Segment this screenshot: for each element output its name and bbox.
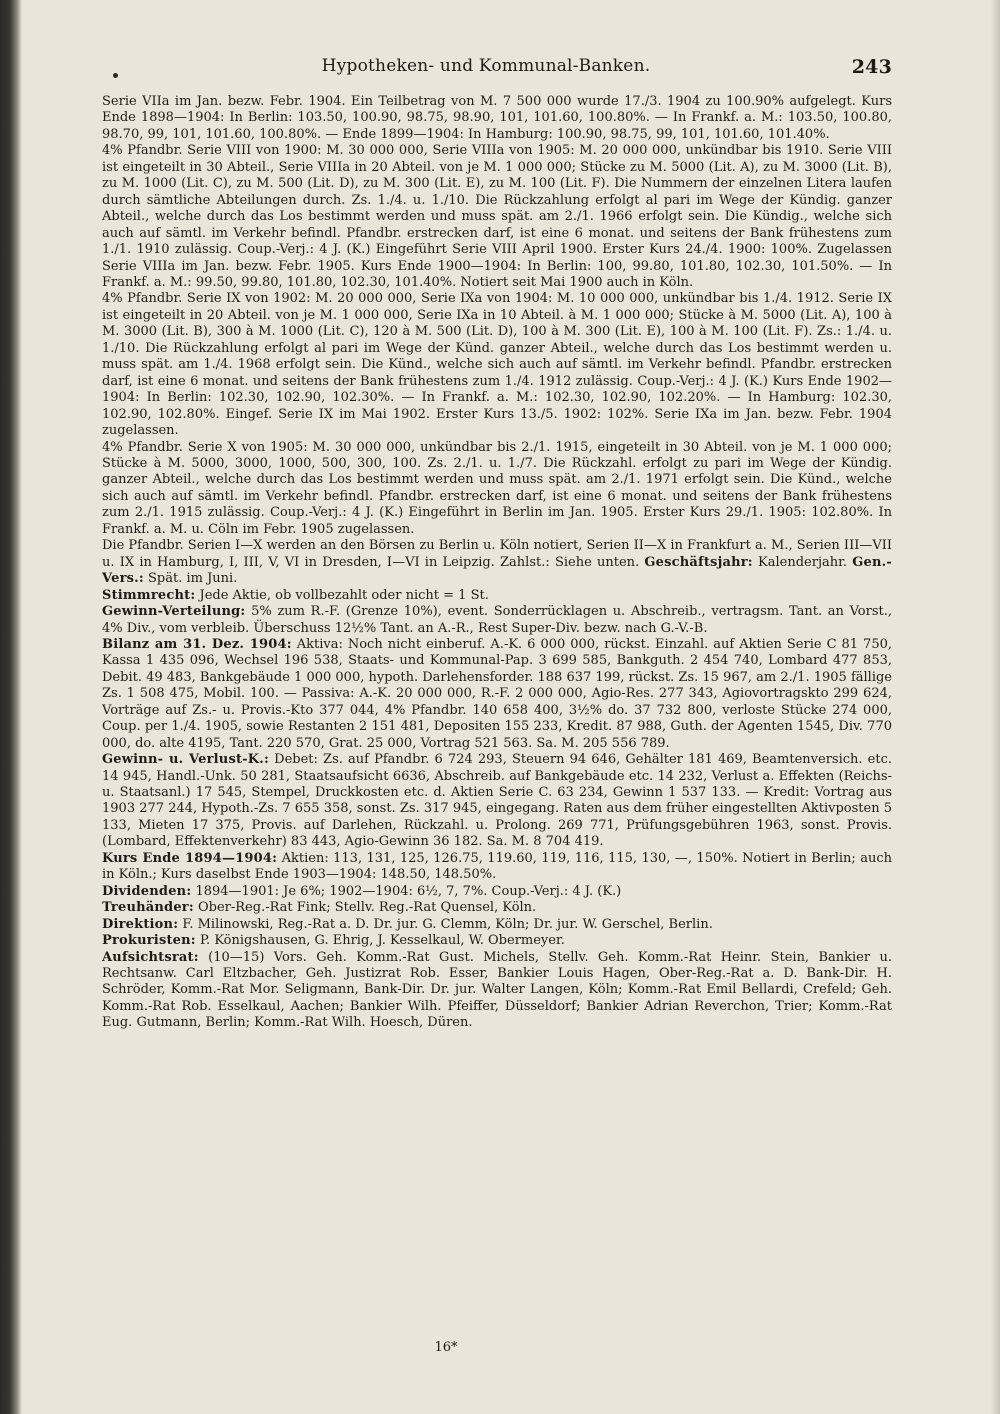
document-page bbox=[80, 56, 892, 1032]
paragraph-text: Kalenderjahr. bbox=[758, 554, 848, 570]
paragraph-serie-ix bbox=[80, 291, 892, 439]
section-lead: Gewinn- u. Verlust-K.: bbox=[102, 752, 270, 768]
paragraph-bilanz bbox=[80, 637, 892, 752]
paragraph-kurs bbox=[80, 851, 892, 884]
running-header bbox=[80, 56, 892, 86]
paragraph-prokuristen bbox=[80, 933, 892, 949]
paragraph-gewinn-verteilung bbox=[80, 604, 892, 637]
page-binding-edge bbox=[0, 0, 22, 1414]
paragraph-text: P. Königshausen, G. Ehrig, J. Kesselkaul, W. Obermeyer. bbox=[199, 933, 565, 949]
paragraph-text: Debet: Zs. auf Pfandbr. 6 724 293, Steuern 94 646, Gehälter 181 469, Beamtenversich. etc. 14 945, Handl.-Unk. 50 281, Staatsaufsicht 6636, Abschreib. auf Bankgebäude etc. 14 232, Verlust a. Effekten (Reichs- u. Staatsanl.) 17 545, Stempel, Druckkosten etc. d. Aktien Serie C. 63 234, Gewinn 1 537 133. — Kredit: Vortrag aus 1903 277 244, Hypoth.-Zs. 7 655 358, sonst. Zs. 317 945, eingegang. Raten aus dem früher eingestellten Aktivposten 5 133, Mieten 17 375, Provis. auf Darlehen, Rückzahl. u. Prolong. 269 771, Prüfungsgebühren 1963, sonst. Provis. (Lombard, Effektenverkehr) 83 443, Agio-Gewinn 36 182. Sa. M. 8 704 419. bbox=[102, 752, 893, 850]
paragraph-aufsichtsrat bbox=[80, 950, 892, 1032]
paragraph-direktion bbox=[80, 917, 892, 933]
paragraph-text: Serie VIIa im Jan. bezw. Febr. 1904. Ein Teilbetrag von M. 7 500 000 wurde 17./3. 1904 zu 100.90% aufgelegt. Kurs Ende 1898—1904: In Berlin: 103.50, 100.90, 98.75, 98.90, 101, 101.60, 100.80%. — In Frankf. a. M.: 103.50, 100.80, 98.70, 99, 101, 101.60, 100.80%. — Ende 1899—1904: In Hamburg: 100.90, 98.75, 99, 101, 101.60, 101.40%. bbox=[102, 94, 892, 142]
signature-text: 16* bbox=[434, 1340, 458, 1355]
section-lead: Gewinn-Verteilung: bbox=[102, 604, 246, 620]
body-text bbox=[80, 94, 892, 1032]
section-lead: Kurs Ende 1894—1904: bbox=[102, 850, 278, 866]
paragraph-serie-x bbox=[80, 440, 892, 539]
section-lead-geschaeftsjahr: Geschäftsjahr: bbox=[644, 554, 753, 570]
signature-mark bbox=[0, 1340, 812, 1355]
paragraph-text: Aktiva: Noch nicht einberuf. A.-K. 6 000 000, rückst. Einzahl. auf Aktien Serie C 81 750, Kassa 1 435 096, Wechsel 196 538, Staats- und Kommunal-Pap. 3 699 585, Bankguth. 2 454 740, Lombard 477 853, Debit. 49 483, Bankgebäude 1 000 000, hypoth. Darlehensforder. 188 637 199, rückst. Zs. 15 967, am 2./1. 1905 fällige Zs. 1 508 475, Mobil. 100. — Passiva: A.-K. 20 000 000, R.-F. 2 000 000, Agio-Res. 277 343, Agiovortragskto 299 624, Vorträge auf Zs.- u. Provis.-Kto 377 044, 4% Pfandbr. 140 658 400, 3½% do. 37 732 800, verloste Stücke 274 000, Coup. per 1./4. 1905, sowie Restanten 2 151 481, Depositen 155 233, Kredit. 87 988, Guth. der Agenten 1545, Div. 770 000, do. alte 4195, Tant. 220 570, Grat. 25 000, Vortrag 521 563. Sa. M. 205 556 789. bbox=[102, 636, 892, 751]
section-lead: Direktion: bbox=[102, 916, 179, 932]
paragraph-text: 1894—1901: Je 6%; 1902—1904: 6½, 7, 7%. Coup.-Verj.: 4 J. (K.) bbox=[195, 883, 622, 899]
section-lead-gen-vers: Gen.-Vers.: bbox=[102, 554, 892, 587]
paragraph-text: 5% zum R.-F. (Grenze 10%), event. Sonderrücklagen u. Abschreib., vertragsm. Tant. an Vorst., 4% Div., vom verbleib. Überschuss 12½% Tant. an A.-R., Rest Super-Div. bezw. nach G.-V.-B. bbox=[102, 604, 892, 636]
section-lead: Prokuristen: bbox=[102, 933, 196, 949]
paragraph-serie-viia bbox=[80, 94, 892, 143]
paragraph-treuhaender bbox=[80, 900, 892, 916]
header-title: Hypotheken- und Kommunal-Banken. bbox=[321, 56, 651, 76]
paragraph-text: Die Pfandbr. Serien I—X werden an den Börsen zu Berlin u. Köln notiert, Serien II—X in Frankfurt a. M., Serien III—VII u. IX in Hamburg, I, III, V, VI in Dresden, I—VI in Leipzig. Zahlst.: Siehe unten. bbox=[102, 538, 892, 570]
paragraph-text: (10—15) Vors. Geh. Komm.-Rat Gust. Michels, Stellv. Geh. Komm.-Rat Heinr. Stein, Bankier u. Rechtsanw. Carl Eltzbacher, Geh. Justizrat Rob. Esser, Bankier Louis Hagen, Ober-Reg.-Rat a. D. Bank-Dir. H. Schröder, Komm.-Rat Mor. Seligmann, Bank-Dir. Dr. jur. Walter Langen, Köln; Komm.-Rat Emil Bellardi, Crefeld; Geh. Komm.-Rat Rob. Esselkaul, Aachen; Bankier Wilh. Pfeiffer, Düsseldorf; Bankier Adrian Reverchon, Trier; Komm.-Rat Eug. Gutmann, Berlin; Komm.-Rat Wilh. Hoesch, Düren. bbox=[102, 949, 892, 1031]
section-lead: Bilanz am 31. Dez. 1904: bbox=[102, 636, 292, 652]
paragraph-stimmrecht bbox=[80, 588, 892, 604]
paragraph-text: Jede Aktie, ob vollbezahlt oder nicht = 1 St. bbox=[199, 587, 489, 603]
section-lead: Stimmrecht: bbox=[102, 587, 196, 603]
paragraph-text: Ober-Reg.-Rat Fink; Stellv. Reg.-Rat Quensel, Köln. bbox=[197, 900, 537, 916]
paragraph-text: 4% Pfandbr. Serie VIII von 1900: M. 30 000 000, Serie VIIIa von 1905: M. 20 000 000, unkündbar bis 1910. Serie VIII ist eingeteilt in 30 Abteil., Serie VIIIa in 20 Abteil. von je M. 1 000 000; Stücke zu M. 5000 (Lit. A), zu M. 3000 (Lit. B), zu M. 1000 (Lit. C), zu M. 500 (Lit. D), zu M. 300 (Lit. E), zu M. 100 (Lit. F). Die Nummern der einzelnen Litera laufen durch sämtliche Abteilungen durch. Zs. 1./4. u. 1./10. Die Rückzahlung erfolgt al pari im Wege der Kündig. ganzer Abteil., welche durch das Los bestimmt werden und muss spät. am 2./1. 1966 erfolgt sein. Die Kündig., welche sich auch auf sämtl. im Verkehr befindl. Pfandbr. erstrecken darf, ist eine 6 monat. und seitens der Bank frühestens zum 1./1. 1910 zulässig. Coup.-Verj.: 4 J. (K.) Eingeführt Serie VIII April 1900. Erster Kurs 24./4. 1900: 100%. Zugelassen Serie VIIIa im Jan. bezw. Febr. 1905. Kurs Ende 1900—1904: In Berlin: 100, 99.80, 101.80, 102.30, 101.50%. — In Frankf. a. M.: 99.50, 99.80, 101.80, 102.30, 101.40%. Notiert seit Mai 1900 auch in Köln. bbox=[102, 143, 892, 290]
page-number: 243 bbox=[851, 56, 892, 78]
paragraph-text: Spät. im Juni. bbox=[148, 571, 238, 587]
section-lead: Aufsichtsrat: bbox=[102, 949, 199, 965]
paragraph-gewinn-verlust bbox=[80, 752, 892, 851]
paragraph-text: Aktien: 113, 131, 125, 126.75, 119.60, 119, 116, 115, 130, —, 150%. Notiert in Berlin; auch in Köln.; Kurs daselbst Ende 1903—1904: 148.50, 148.50%. bbox=[102, 850, 892, 883]
paragraph-text: F. Milinowski, Reg.-Rat a. D. Dr. jur. G. Clemm, Köln; Dr. jur. W. Gerschel, Berlin. bbox=[182, 916, 713, 932]
paragraph-serie-viii bbox=[80, 143, 892, 291]
paragraph-dividenden bbox=[80, 884, 892, 900]
page-right-edge bbox=[990, 0, 1000, 1414]
section-lead: Treuhänder: bbox=[102, 900, 194, 916]
section-lead: Dividenden: bbox=[102, 883, 192, 899]
paragraph-text: 4% Pfandbr. Serie X von 1905: M. 30 000 000, unkündbar bis 2./1. 1915, eingeteilt in 30 Abteil. von je M. 1 000 000; Stücke à M. 5000, 3000, 1000, 500, 300, 100. Zs. 2./1. u. 1./7. Die Rückzahl. erfolgt zu pari im Wege der Kündig. ganzer Abteil., welche durch das Los bestimmt werden und muss spät. am 2./1. 1971 erfolgt sein. Die Künd., welche sich auch auf sämtl. im Verkehr befindl. Pfandbr. erstrecken darf, ist eine 6 monat. und seitens der Bank frühestens zum 2./1. 1915 zulässig. Coup.-Verj.: 4 J. (K.) Eingeführt in Berlin im Jan. 1905. Erster Kurs 29./1. 1905: 102.80%. In Frankf. a. M. u. Cöln im Febr. 1905 zugelassen. bbox=[102, 439, 892, 537]
paragraph-text: 4% Pfandbr. Serie IX von 1902: M. 20 000 000, Serie IXa von 1904: M. 10 000 000, unkündbar bis 1./4. 1912. Serie IX ist eingeteilt in 20 Abteil. von je M. 1 000 000, Serie IXa in 10 Abteil. à M. 1 000 000; Stücke à M. 5000 (Lit. A), 100 à M. 3000 (Lit. B), 300 à M. 1000 (Lit. C), 120 à M. 500 (Lit. D), 100 à M. 300 (Lit. E), 100 à M. 100 (Lit. F). Zs.: 1./4. u. 1./10. Die Rückzahlung erfolgt al pari im Wege der Künd. ganzer Abteil., welche durch das Los bestimmt werden u. muss spät. am 1./4. 1968 erfolgt sein. Die Künd., welche sich auch auf sämtl. im Verkehr befindl. Pfandbr. erstrecken darf, ist eine 6 monat. und seitens der Bank frühestens zum 1./4. 1912 zulässig. Coup.-Verj.: 4 J. (K.) Kurs Ende 1902—1904: In Berlin: 102.30, 102.90, 102.30%. — In Frankf. a. M.: 102.30, 102.90, 102.20%. — In Hamburg: 102.30, 102.90, 102.80%. Eingef. Serie IX im Mai 1902. Erster Kurs 13./5. 1902: 102%. Serie IXa im Jan. bezw. Febr. 1904 zugelassen. bbox=[102, 291, 892, 439]
paragraph-notierung bbox=[80, 538, 892, 587]
